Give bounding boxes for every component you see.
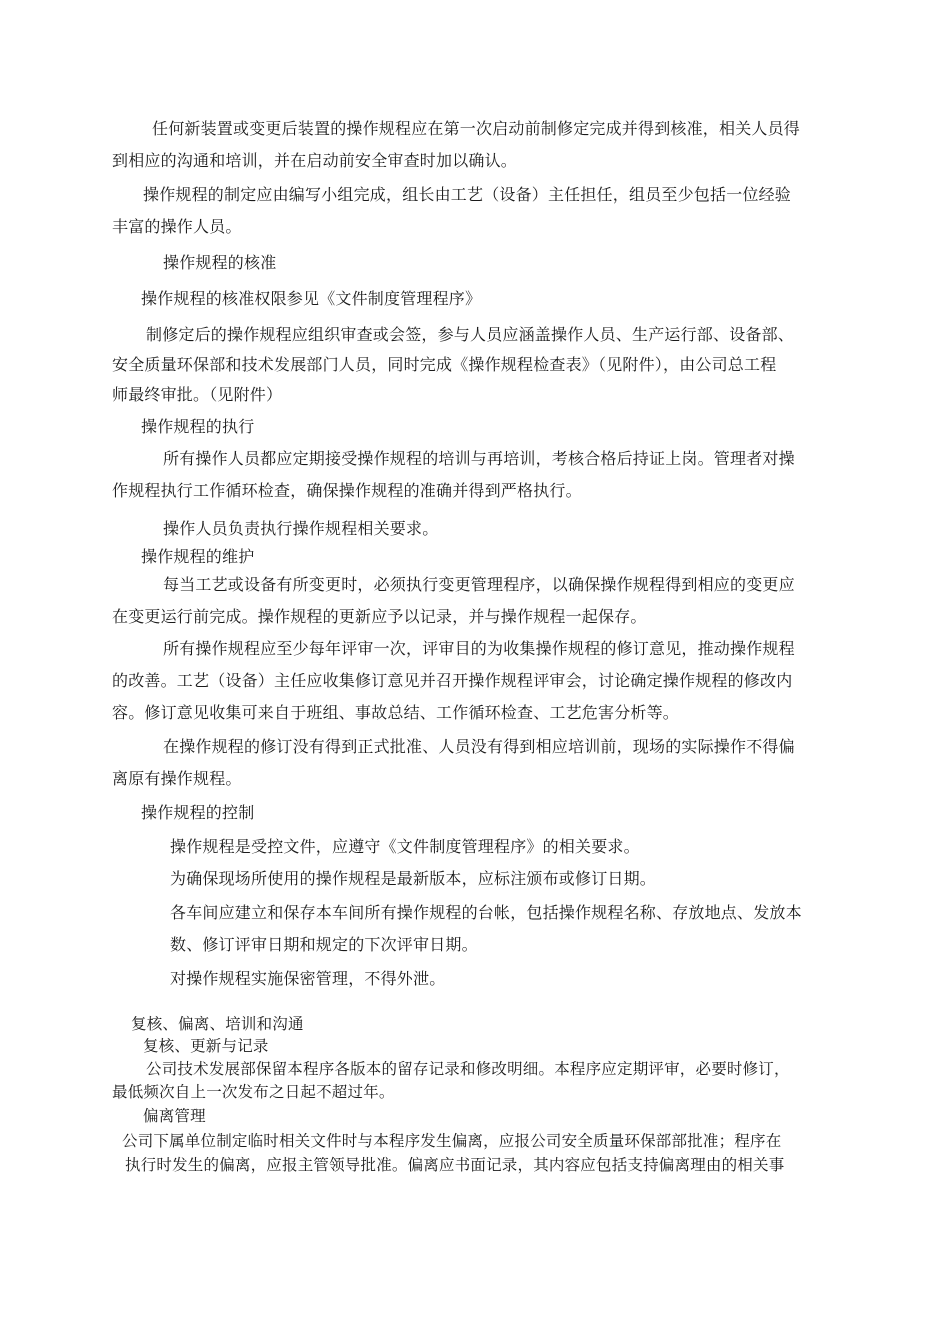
paragraph-line: 容。修订意见收集可来自于班组、事故总结、工作循环检查、工艺危害分析等。 [112, 703, 680, 722]
paragraph-line: 操作规程是受控文件，应遵守《文件制度管理程序》的相关要求。 [170, 837, 640, 856]
paragraph-line: 公司下属单位制定临时相关文件时与本程序发生偏离，应报公司安全质量环保部部批准；程序在 [122, 1132, 782, 1150]
paragraph-line: 在变更运行前完成。操作规程的更新应予以记录，并与操作规程一起保存。 [112, 607, 647, 626]
paragraph-line: 所有操作人员都应定期接受操作规程的培训与再培训，考核合格后持证上岗。管理者对操 [163, 449, 795, 468]
section-heading: 操作规程的执行 [141, 417, 255, 436]
paragraph-line: 公司技术发展部保留本程序各版本的留存记录和修改明细。本程序应定期评审，必要时修订， [146, 1060, 790, 1078]
paragraph-line: 操作规程的核准权限参见《文件制度管理程序》 [141, 289, 482, 308]
section-heading: 操作规程的维护 [141, 547, 255, 566]
paragraph-line: 操作规程的制定应由编写小组完成，组长由工艺（设备）主任担任，组员至少包括一位经验 [143, 185, 792, 204]
paragraph-line: 任何新装置或变更后装置的操作规程应在第一次启动前制修定完成并得到核准，相关人员得 [152, 119, 801, 138]
section-heading: 操作规程的核准 [163, 253, 277, 272]
paragraph-line: 为确保现场所使用的操作规程是最新版本，应标注颁布或修订日期。 [170, 869, 657, 888]
paragraph-line: 数、修订评审日期和规定的下次评审日期。 [170, 935, 478, 954]
paragraph-line: 师最终审批。（见附件） [112, 385, 283, 404]
paragraph-line: 最低频次自上一次发布之日起不超过年。 [112, 1083, 395, 1101]
paragraph-line: 每当工艺或设备有所变更时，必须执行变更管理程序，以确保操作规程得到相应的变更应 [163, 575, 795, 594]
paragraph-line: 执行时发生的偏离，应报主管领导批准。偏离应书面记录，其内容应包括支持偏离理由的相关事 [125, 1156, 785, 1174]
paragraph-line: 作规程执行工作循环检查，确保操作规程的准确并得到严格执行。 [112, 481, 582, 500]
paragraph-line: 制修定后的操作规程应组织审查或会签，参与人员应涵盖操作人员、生产运行部、设备部、 [146, 325, 795, 344]
paragraph-line: 在操作规程的修订没有得到正式批准、人员没有得到相应培训前，现场的实际操作不得偏 [163, 737, 795, 756]
subsection-heading: 偏离管理 [143, 1107, 206, 1125]
paragraph-line: 操作人员负责执行操作规程相关要求。 [163, 519, 439, 538]
section-heading: 复核、偏离、培训和沟通 [131, 1015, 304, 1033]
paragraph-line: 离原有操作规程。 [112, 769, 242, 788]
paragraph-line: 所有操作规程应至少每年评审一次，评审目的为收集操作规程的修订意见，推动操作规程 [163, 639, 795, 658]
paragraph-line: 丰富的操作人员。 [112, 217, 242, 236]
paragraph-line: 的改善。工艺（设备）主任应收集修订意见并召开操作规程评审会，讨论确定操作规程的修改内 [112, 671, 793, 690]
section-heading: 操作规程的控制 [141, 803, 255, 822]
paragraph-line: 安全质量环保部和技术发展部门人员，同时完成《操作规程检查表》（见附件），由公司总工程 [112, 355, 777, 374]
paragraph-line: 到相应的沟通和培训，并在启动前安全审查时加以确认。 [112, 151, 518, 170]
paragraph-line: 对操作规程实施保密管理，不得外泄。 [170, 969, 446, 988]
paragraph-line: 各车间应建立和保存本车间所有操作规程的台帐，包括操作规程名称、存放地点、发放本 [170, 903, 802, 922]
subsection-heading: 复核、更新与记录 [143, 1037, 269, 1055]
